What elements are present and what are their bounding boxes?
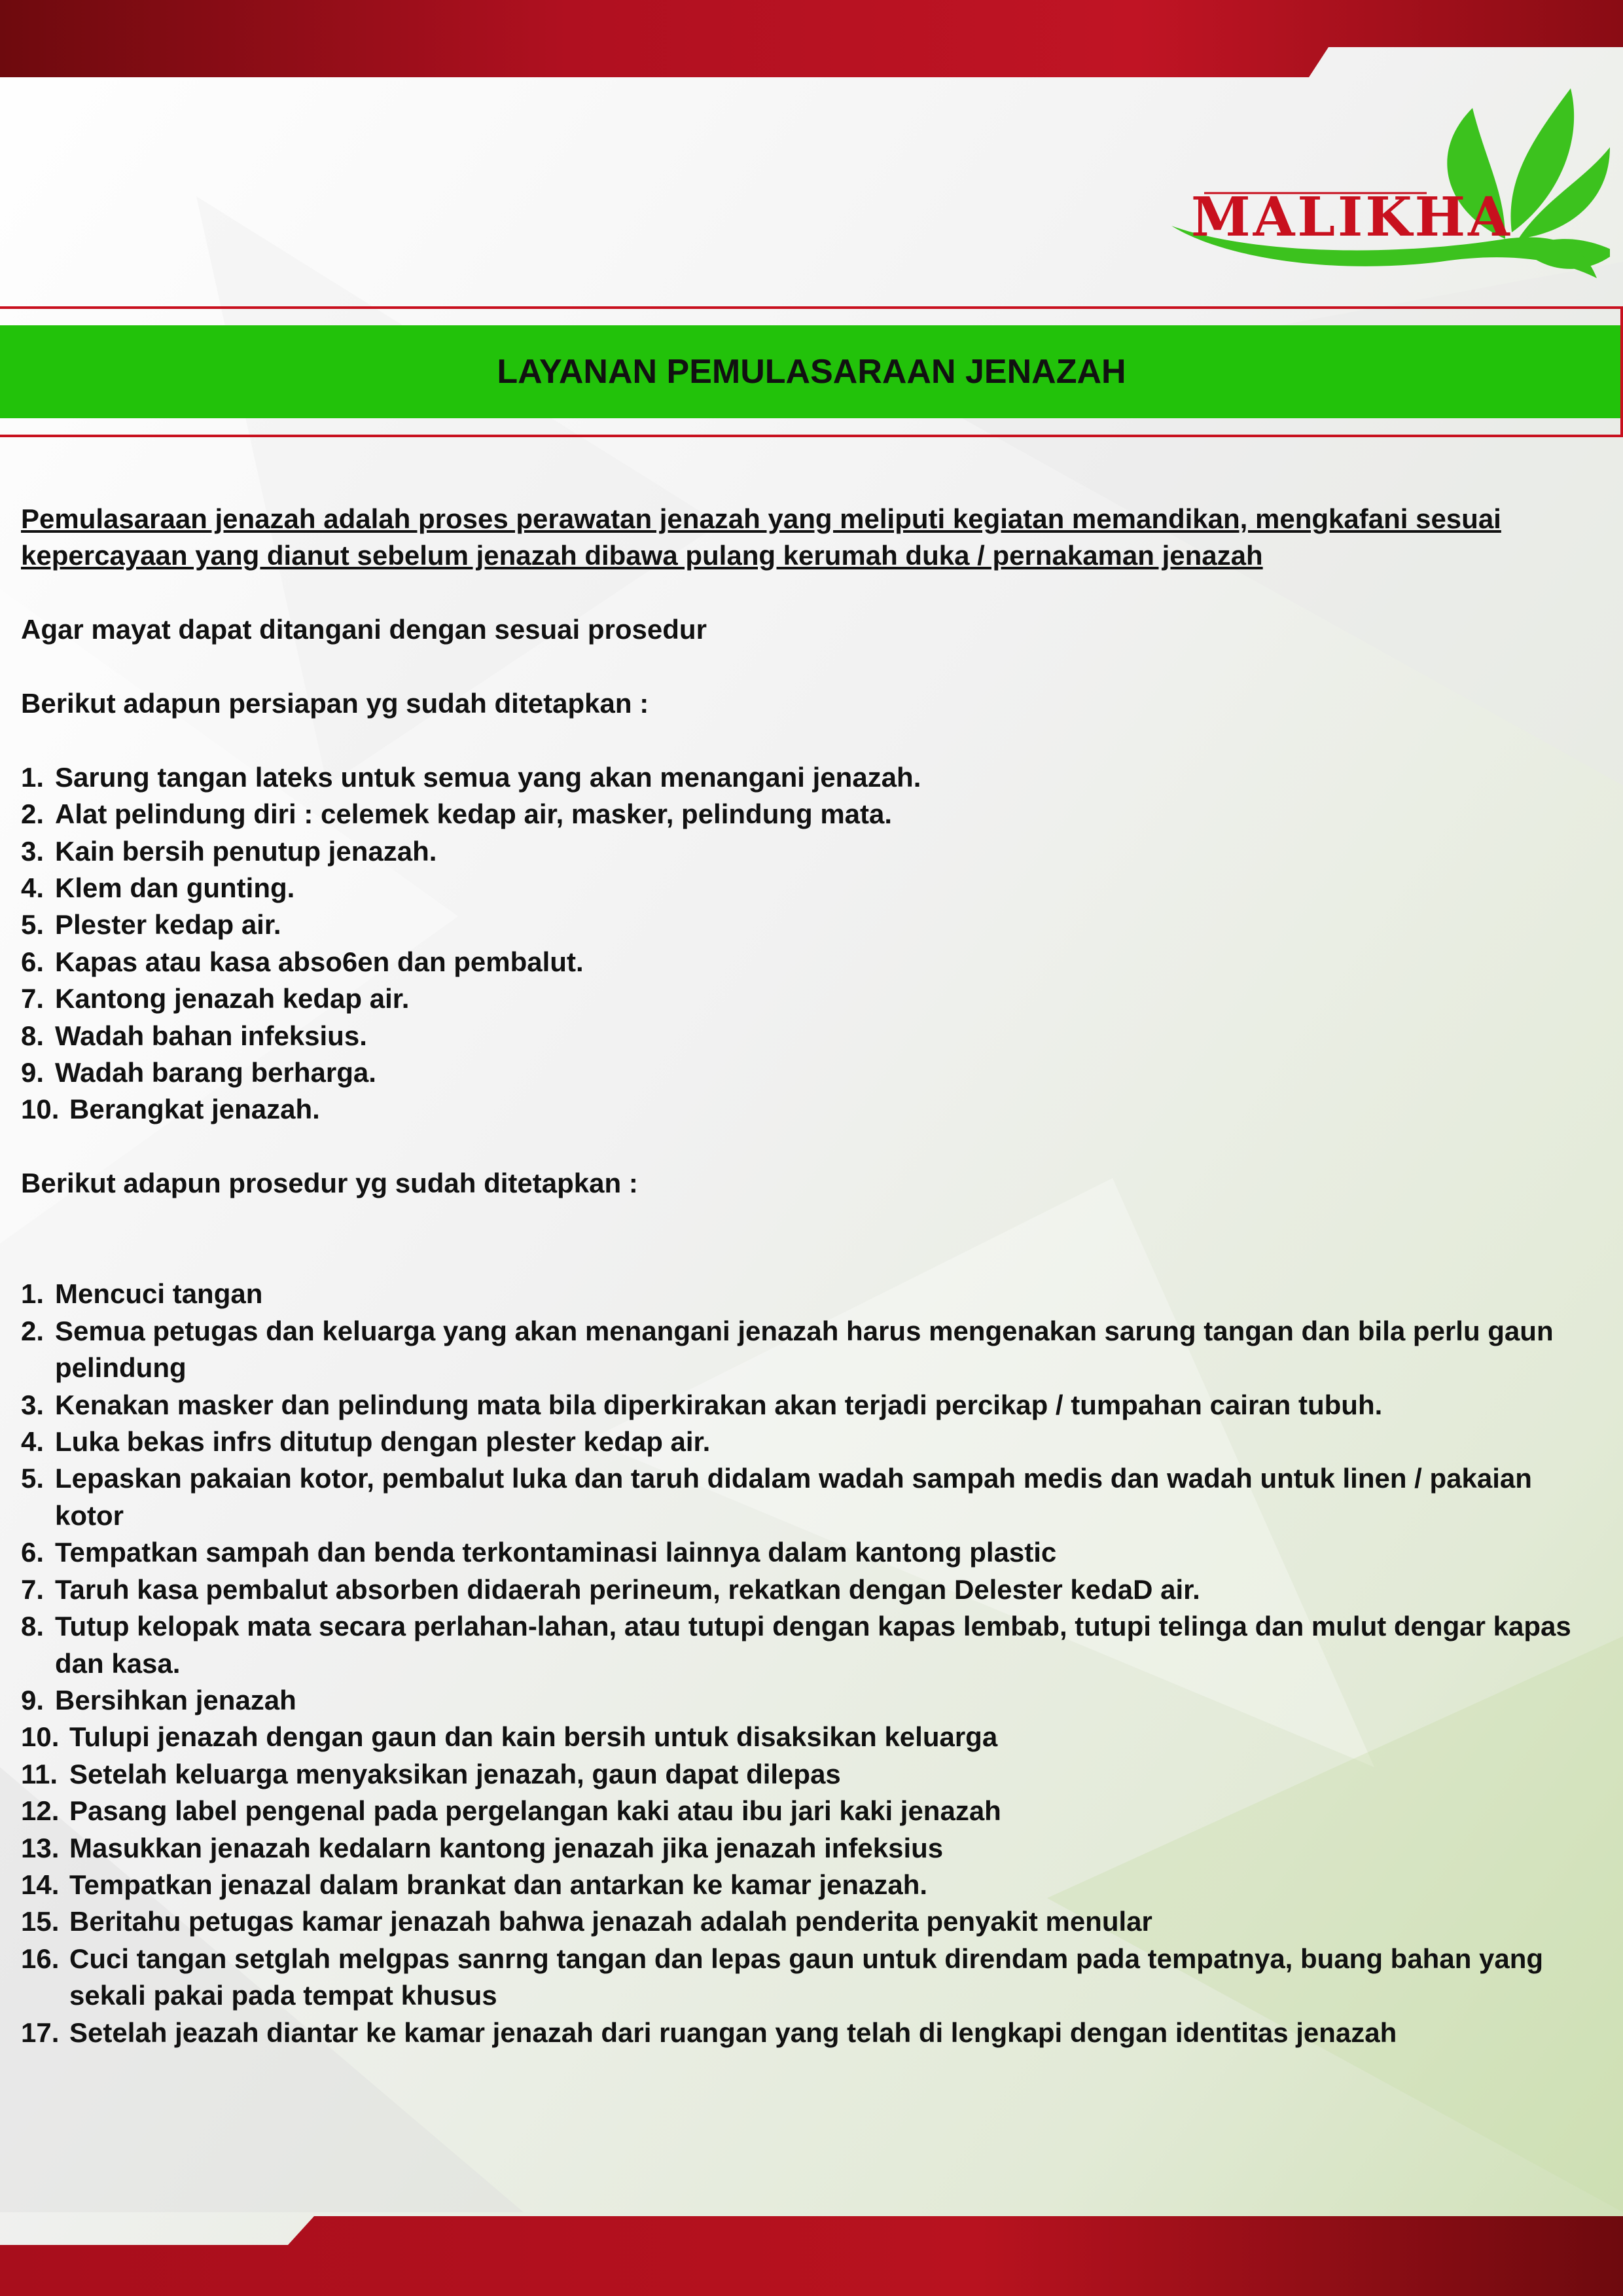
list-text: Tempatkan sampah dan benda terkontaminasi lainnya dalam kantong plastic xyxy=(55,1537,1057,1568)
procedure-item xyxy=(21,1941,1598,2015)
procedure-item xyxy=(21,2015,1598,2051)
list-text: Alat pelindung diri : celemek kedap air, masker, pelindung mata. xyxy=(55,798,893,830)
intro-paragraph: Pemulasaraan jenazah adalah proses perawatan jenazah yang meliputi kegiatan memandikan, mengkafani sesuai kepercayaan yang dianut sebelum jenazah dibawa pulang kerumah duka / pernakaman jenazah xyxy=(21,503,1501,571)
list-text: Kain bersih penutup jenazah. xyxy=(55,835,437,867)
document-body xyxy=(21,501,1598,2051)
list-text: Setelah keluarga menyaksikan jenazah, gaun dapat dilepas xyxy=(69,1758,841,1789)
list-text: Mencuci tangan xyxy=(55,1278,263,1310)
list-number: 6. xyxy=(21,1537,45,1568)
list-number: 16. xyxy=(21,1943,60,1974)
procedure-item xyxy=(21,1387,1598,1424)
procedure-item xyxy=(21,1313,1598,1387)
list-text: Wadah barang berharga. xyxy=(55,1057,376,1088)
preparation-item xyxy=(21,1091,1598,1128)
list-text: Cuci tangan setglah melgpas sanrng tangan dan lepas gaun untuk direndam pada tempatnya, buang bahan yang sekali pakai pada tempat khusus xyxy=(69,1943,1544,2011)
list-text: Setelah jeazah diantar ke kamar jenazah dari ruangan yang telah di lengkapi dengan identitas jenazah xyxy=(69,2017,1397,2048)
list-number: 8. xyxy=(21,1611,45,1642)
procedure-item xyxy=(21,1719,1598,1755)
list-number: 17. xyxy=(21,2017,60,2048)
list-number: 15. xyxy=(21,1906,60,1937)
list-text: Kapas atau kasa abso6en dan pembalut. xyxy=(55,946,584,977)
list-text: Kantong jenazah kedap air. xyxy=(55,983,410,1014)
list-number: 4. xyxy=(21,1426,45,1458)
list-text: Tulupi jenazah dengan gaun dan kain bersih untuk disaksikan keluarga xyxy=(69,1721,998,1753)
list-number: 2. xyxy=(21,1315,45,1346)
procedure-item xyxy=(21,1793,1598,1829)
preparation-item xyxy=(21,980,1598,1017)
procedure-item xyxy=(21,1682,1598,1719)
list-text: Klem dan gunting. xyxy=(55,872,295,904)
preparation-item xyxy=(21,870,1598,906)
list-number: 10. xyxy=(21,1721,60,1753)
procedure-list xyxy=(21,1276,1598,2051)
preparation-item xyxy=(21,906,1598,943)
purpose-text: Agar mayat dapat ditangani dengan sesuai prosedur xyxy=(21,614,707,645)
list-number: 9. xyxy=(21,1684,45,1715)
list-number: 7. xyxy=(21,1573,45,1605)
list-number: 4. xyxy=(21,872,45,904)
list-number: 13. xyxy=(21,1832,60,1863)
preparation-item xyxy=(21,1054,1598,1091)
list-number: 2. xyxy=(21,798,45,830)
list-text: Taruh kasa pembalut absorben didaerah perineum, rekatkan dengan Delester kedaD air. xyxy=(55,1573,1200,1605)
list-number: 3. xyxy=(21,835,45,867)
list-number: 3. xyxy=(21,1389,45,1420)
list-text: Lepaskan pakaian kotor, pembalut luka dan taruh didalam wadah sampah medis dan wadah untuk linen / pakaian kotor xyxy=(55,1463,1532,1531)
svg-text:MALIKHA: MALIKHA xyxy=(1191,186,1512,249)
list-text: Pasang label pengenal pada pergelangan kaki atau ibu jari kaki jenazah xyxy=(69,1795,1001,1827)
list-text: Tutup kelopak mata secara perlahan-lahan, atau tutupi dengan kapas lembab, tutupi telinga dan mulut dengar kapas dan kasa. xyxy=(55,1611,1571,1679)
preparation-item xyxy=(21,796,1598,833)
preparation-item xyxy=(21,833,1598,870)
list-number: 1. xyxy=(21,1278,45,1310)
list-text: Wadah bahan infeksius. xyxy=(55,1020,367,1051)
list-text: Sarung tangan lateks untuk semua yang akan menangani jenazah. xyxy=(55,761,921,793)
procedure-item xyxy=(21,1571,1598,1608)
list-number: 11. xyxy=(21,1758,58,1789)
list-number: 9. xyxy=(21,1057,45,1088)
preparation-item xyxy=(21,1018,1598,1054)
procedure-item xyxy=(21,1903,1598,1940)
procedure-heading: Berikut adapun prosedur yg sudah ditetapkan : xyxy=(21,1168,638,1199)
list-text: Tempatkan jenazal dalam brankat dan antarkan ke kamar jenazah. xyxy=(69,1869,928,1900)
procedure-item xyxy=(21,1756,1598,1793)
procedure-item xyxy=(21,1276,1598,1312)
list-number: 12. xyxy=(21,1795,60,1827)
procedure-item xyxy=(21,1424,1598,1460)
preparation-item xyxy=(21,759,1598,796)
preparation-heading: Berikut adapun persiapan yg sudah ditetapkan : xyxy=(21,688,649,719)
list-text: Berangkat jenazah. xyxy=(69,1094,320,1125)
list-number: 5. xyxy=(21,909,45,941)
list-number: 14. xyxy=(21,1869,60,1900)
list-number: 1. xyxy=(21,761,45,793)
list-text: Bersihkan jenazah xyxy=(55,1684,296,1715)
procedure-item xyxy=(21,1608,1598,1682)
procedure-item xyxy=(21,1830,1598,1867)
page-title: LAYANAN PEMULASARAAN JENAZAH xyxy=(497,353,1126,391)
list-number: 7. xyxy=(21,983,45,1014)
list-number: 8. xyxy=(21,1020,45,1051)
preparation-list xyxy=(21,759,1598,1128)
list-number: 5. xyxy=(21,1463,45,1494)
list-text: Plester kedap air. xyxy=(55,909,281,941)
preparation-item xyxy=(21,944,1598,980)
procedure-item xyxy=(21,1534,1598,1571)
malikha-logo xyxy=(1165,88,1610,285)
list-text: Beritahu petugas kamar jenazah bahwa jenazah adalah penderita penyakit menular xyxy=(69,1906,1152,1937)
list-text: Luka bekas infrs ditutup dengan plester kedap air. xyxy=(55,1426,711,1458)
list-number: 10. xyxy=(21,1094,60,1125)
procedure-item xyxy=(21,1460,1598,1534)
list-text: Semua petugas dan keluarga yang akan menangani jenazah harus mengenakan sarung tangan dan bila perlu gaun pelindung xyxy=(55,1315,1554,1384)
procedure-item xyxy=(21,1867,1598,1903)
list-number: 6. xyxy=(21,946,45,977)
list-text: Masukkan jenazah kedalarn kantong jenazah jika jenazah infeksius xyxy=(69,1832,944,1863)
list-text: Kenakan masker dan pelindung mata bila diperkirakan akan terjadi percikap / tumpahan cairan tubuh. xyxy=(55,1389,1383,1420)
